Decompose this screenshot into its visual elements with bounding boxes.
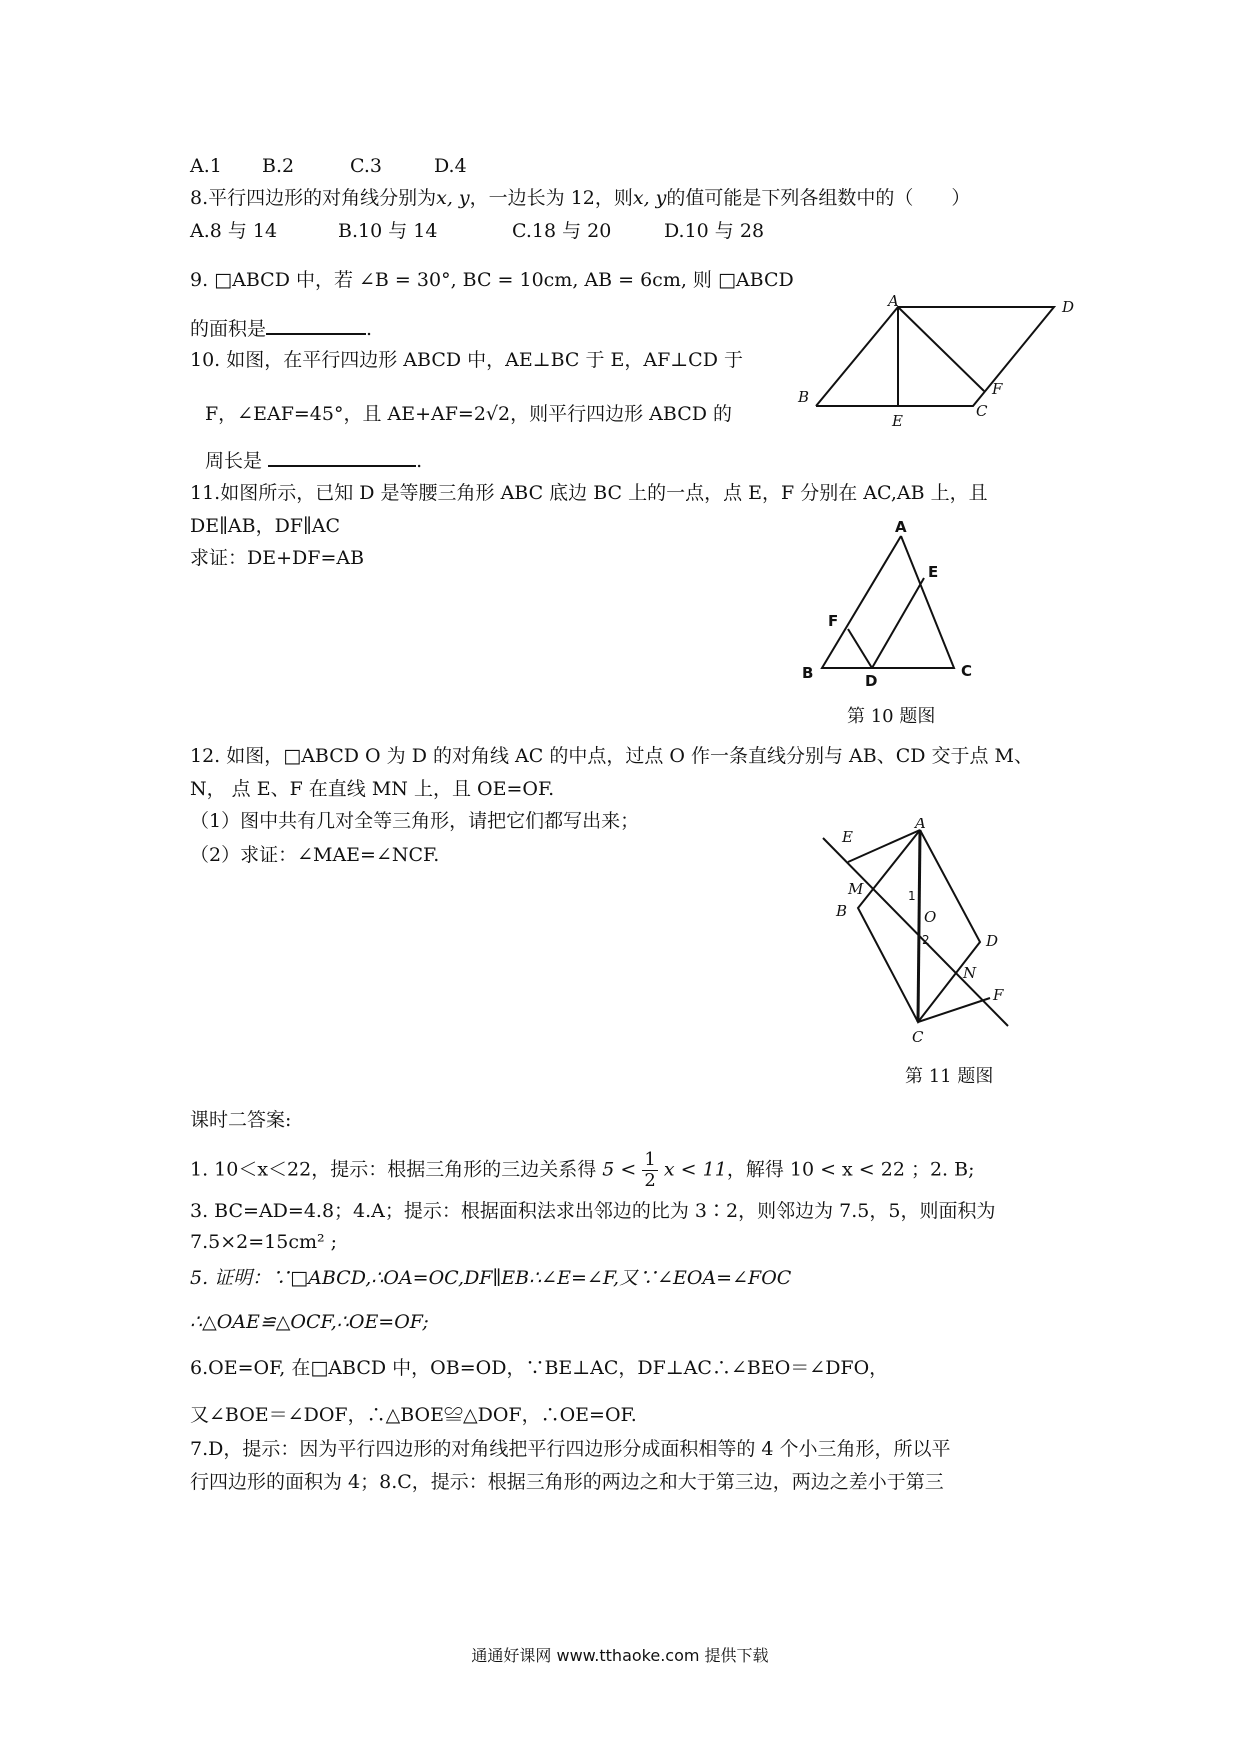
q11-line1: 11.如图所示，已知 D 是等腰三角形 ABC 底边 BC 上的一点，点 E，F 分别在 AC,AB 上，且 [190,482,988,504]
answers-heading: 课时二答案: [190,1109,292,1131]
fig-para-label-b: B [798,388,810,406]
page-footer: 通通好课网 www.tthaoke.com 提供下载 [471,1646,769,1665]
q10-line2: F，∠EAF=45°，且 AE+AF=2√2，则平行四边形 ABCD 的 [205,403,733,425]
answer-6-line1: 6.OE=OF, 在□ABCD 中，OB=OD，∵BE⊥AC，DF⊥AC∴∠BEO＝∠DFO， [190,1357,889,1379]
fig-mn-label-n: N [963,964,977,982]
q11-line3: 求证：DE+DF=AB [190,547,365,569]
figure-mn-caption: 第 11 题图 [905,1066,994,1087]
q7-option-a: A.1 [190,155,222,177]
fig-mn-label-o: O [924,908,937,926]
fig-tri-label-b: B [802,664,814,682]
q9-line1: 9. □ABCD 中，若 ∠B = 30°, BC = 10cm, AB = 6cm, 则 □ABCD [190,269,794,291]
q11-line2: DE∥AB，DF∥AC [190,515,341,537]
q10-line1: 10. 如图，在平行四边形 ABCD 中，AE⊥BC 于 E，AF⊥CD 于 [190,349,743,371]
q9-answer-blank[interactable] [266,315,366,335]
fig-para-label-a: A [888,292,899,310]
fraction-denominator: 2 [644,1170,656,1191]
q10-answer-blank[interactable] [268,447,416,467]
answer-1 [190,1150,975,1191]
q8-option-c: C.18 与 20 [512,220,612,242]
q8-option-b: B.10 与 14 [338,220,438,242]
answer-1-fraction [642,1150,657,1191]
fig-tri-label-a: A [895,520,907,536]
q8-options-row [190,219,765,243]
q12-line4: （2）求证：∠MAE=∠NCF. [190,844,440,866]
answer-1-prefix: 1. 10＜x＜22，提示：根据三角形的三边关系得 [190,1158,597,1181]
fraction-numerator: 1 [644,1149,656,1170]
q8-middle: ，一边长为 12，则 [469,187,633,209]
q8-option-a: A.8 与 14 [190,220,278,242]
q7-option-c: C.3 [350,155,382,177]
answer-7-line2: 行四边形的面积为 4；8.C，提示：根据三角形的两边之和大于第三边，两边之差小于第三 [190,1471,944,1493]
fig-mn-label-f: F [993,986,1004,1004]
q7-option-b: B.2 [262,155,295,177]
q12-line2: N， 点 E、F 在直线 MN 上，且 OE=OF. [190,778,555,800]
q10-suffix: . [416,450,423,472]
fig-mn-label-b: B [836,902,848,920]
answer-3-line2: 7.5×2=15cm² ; [190,1231,338,1253]
q8-prefix: 8.平行四边形的对角线分别为 [190,187,437,209]
answer-5-line1: 5. 证明：∵□ABCD,∴OA=OC,DF∥EB∴∠E=∠F,又∵∠EOA=∠FOC [190,1267,792,1289]
fig-mn-label-a: A [915,818,926,832]
answer-6-line2: 又∠BOE＝∠DOF，∴△BOE≌△DOF，∴OE=OF. [190,1404,637,1426]
answer-7-line1: 7.D，提示：因为平行四边形的对角线把平行四边形分成面积相等的 4 个小三角形，所以平 [190,1438,951,1460]
answer-3-line1: 3. BC=AD=4.8；4.A；提示：根据面积法求出邻边的比为 3∶2，则邻边为 7.5，5，则面积为 [190,1200,996,1222]
q10-prefix: 周长是 [205,450,263,472]
q9-prefix: 的面积是 [190,318,267,340]
figure-parallelogram-mn [818,818,1018,1048]
q10-line3 [205,447,422,473]
fig-para-label-e: E [892,412,903,430]
fig-para-label-f: F [992,380,1003,398]
fig-mn-label-c: C [912,1028,924,1046]
q7-options-row [190,154,467,178]
fig-mn-label-1: 1 [908,889,916,903]
q8-vars2: x, y [632,187,667,209]
fig-mn-label-d: D [986,932,999,950]
fig-para-label-d: D [1062,298,1075,316]
q8-vars1: x, y [436,187,470,209]
fig-tri-label-c: C [961,662,973,680]
q8-suffix: 的值可能是下列各组数中的（ ） [666,187,971,209]
q12-line1: 12. 如图，□ABCD O 为 D 的对角线 AC 的中点，过点 O 作一条直线分别与 AB、CD 交于点 M、 [190,745,1034,767]
q9-suffix: . [366,318,373,340]
q9-line2 [190,315,372,341]
figure-triangle-caption: 第 10 题图 [847,706,936,727]
figure-triangle [798,520,998,690]
fig-mn-label-e: E [842,828,853,846]
fig-tri-label-f: F [828,612,839,630]
answer-1-ineq-right: x < 11 [663,1158,727,1181]
fig-para-label-c: C [976,402,988,420]
answer-1-suffix: ，解得 10 < x < 22 ；2. B; [726,1158,975,1181]
q12-line3: （1）图中共有几对全等三角形，请把它们都写出来； [190,810,640,832]
q8-option-d: D.10 与 28 [664,220,765,242]
fig-tri-label-e: E [928,563,939,581]
answer-5-line2: ∴△OAE≌△OCF,∴OE=OF; [190,1311,429,1333]
q7-option-d: D.4 [434,155,467,177]
fig-mn-label-2: 2 [922,933,930,947]
fig-mn-label-m: M [848,880,864,898]
q8-question [190,186,970,210]
figure-parallelogram [790,290,1090,430]
answer-1-ineq-left: 5 < [602,1158,637,1181]
fig-tri-label-d: D [865,672,878,690]
